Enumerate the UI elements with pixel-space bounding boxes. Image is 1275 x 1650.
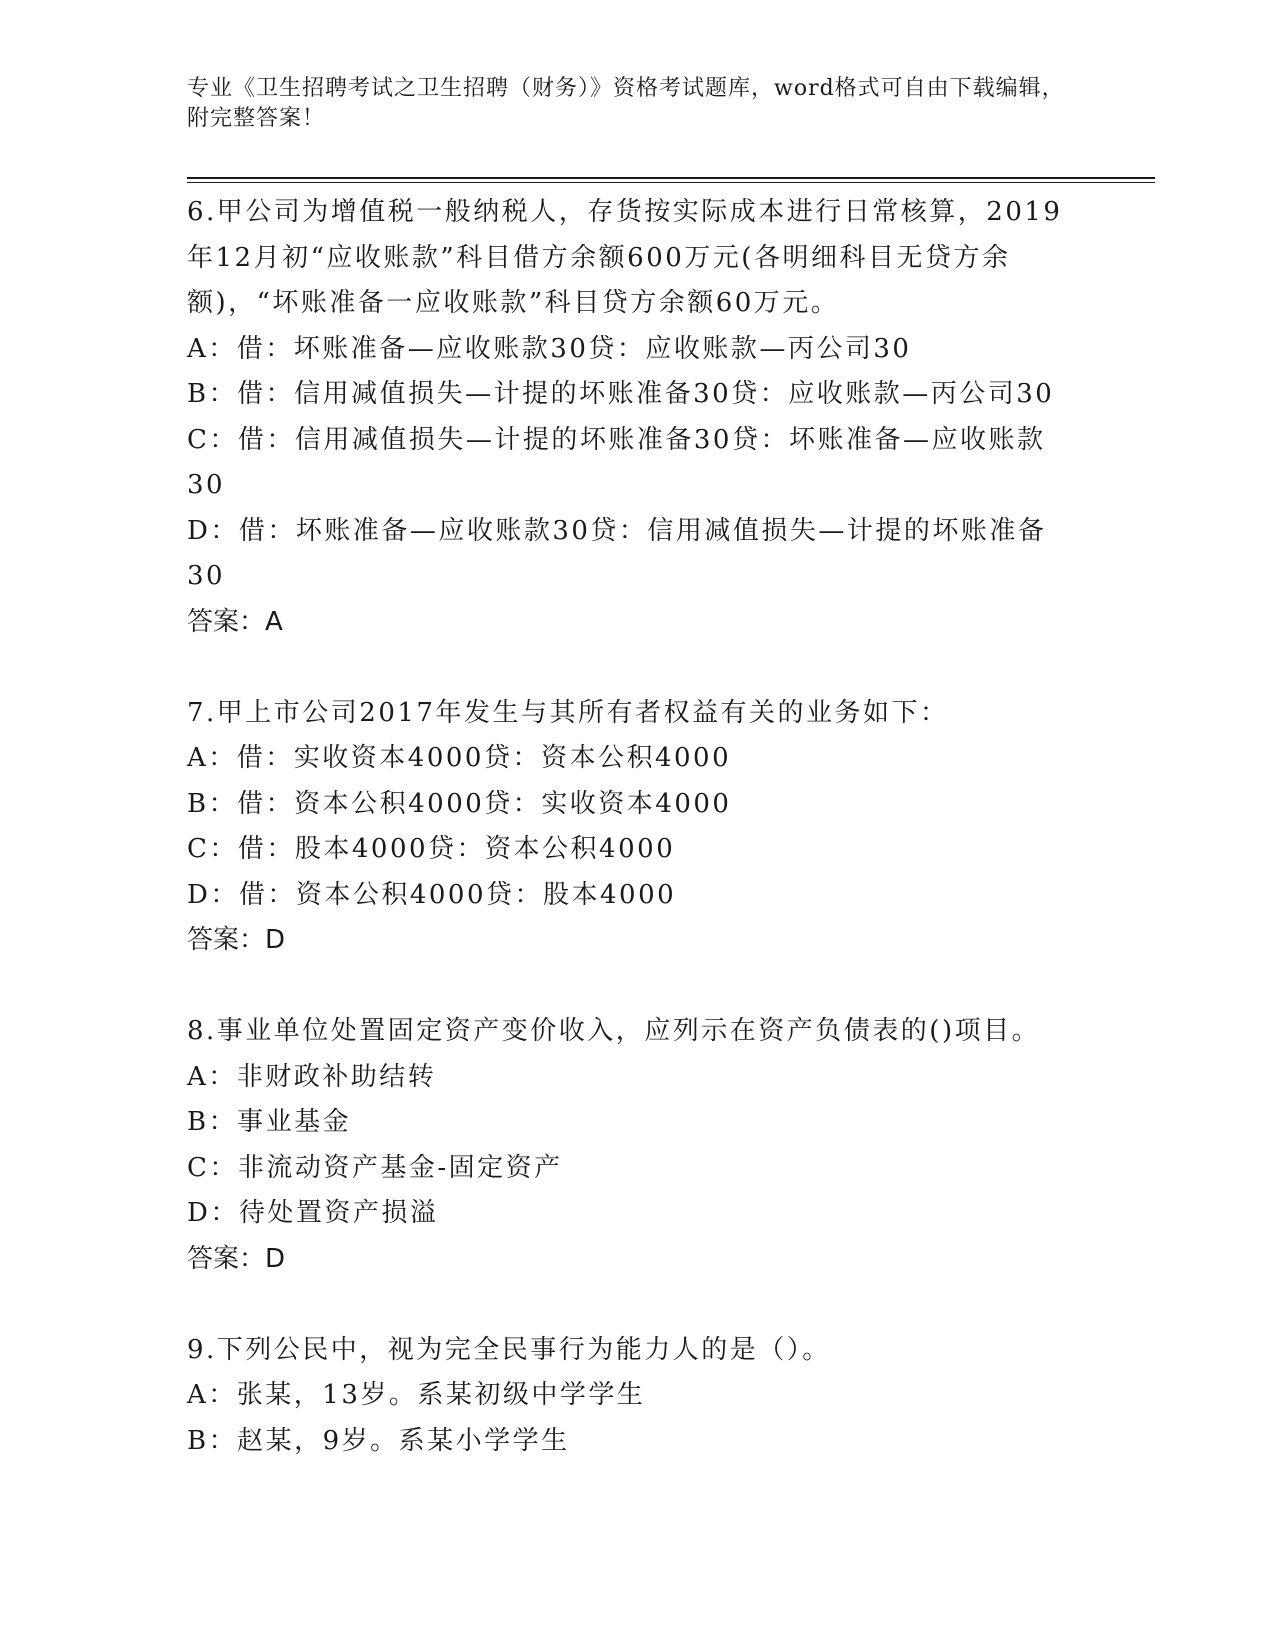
option-b: B：借：资本公积4000贷：实收资本4000 bbox=[187, 788, 732, 819]
option-d: D：借：坏账准备—应收账款30贷：信用减值损失—计提的坏账准备30 bbox=[187, 515, 1047, 591]
question-stem: 6.甲公司为增值税一般纳税人，存货按实际成本进行日常核算，2019年12月初“应收账款”科目借方余额600万元(各明细科目无贷方余额)，“坏账准备一应收账款”科目贷方余额60万元。 bbox=[187, 197, 1063, 318]
option-c: C：借：信用减值损失—计提的坏账准备30贷：坏账准备—应收账款30 bbox=[187, 424, 1046, 500]
spacer bbox=[187, 1282, 1067, 1328]
header-divider-thin bbox=[187, 182, 1155, 183]
question-stem: 7.甲上市公司2017年发生与其所有者权益有关的业务如下： bbox=[187, 697, 949, 728]
question-block bbox=[187, 691, 1067, 964]
question-block bbox=[187, 1009, 1067, 1282]
answer: 答案：A bbox=[187, 606, 283, 637]
option-c: C：借：股本4000贷：资本公积4000 bbox=[187, 834, 676, 864]
spacer bbox=[187, 964, 1067, 1010]
question-stem: 9.下列公民中，视为完全民事行为能力人的是（）。 bbox=[187, 1334, 831, 1365]
answer: 答案：D bbox=[187, 925, 286, 955]
question-list bbox=[187, 190, 1067, 1464]
header-divider-thick bbox=[187, 177, 1155, 179]
option-b: B：借：信用减值损失—计提的坏账准备30贷：应收账款—丙公司30 bbox=[187, 379, 1055, 409]
option-d: D：待处置资产损溢 bbox=[187, 1198, 439, 1228]
option-b: B：赵某，9岁。系某小学学生 bbox=[187, 1425, 570, 1456]
question-stem: 8.事业单位处置固定资产变价收入，应列示在资产负债表的()项目。 bbox=[187, 1016, 1041, 1046]
option-b: B：事业基金 bbox=[187, 1107, 352, 1137]
option-a: A：非财政补助结转 bbox=[187, 1061, 437, 1092]
question-block bbox=[187, 1328, 1067, 1465]
spacer bbox=[187, 645, 1067, 691]
option-a: A：张某，13岁。系某初级中学学生 bbox=[187, 1380, 646, 1410]
option-a: A：借：坏账准备—应收账款30贷：应收账款—丙公司30 bbox=[187, 333, 912, 364]
option-d: D：借：资本公积4000贷：股本4000 bbox=[187, 879, 677, 910]
answer: 答案：D bbox=[187, 1243, 286, 1274]
option-c: C：非流动资产基金-固定资产 bbox=[187, 1152, 563, 1183]
document-header: 专业《卫生招聘考试之卫生招聘（财务）》资格考试题库，word格式可自由下载编辑，附完整答案！ bbox=[187, 76, 1065, 131]
option-a: A：借：实收资本4000贷：资本公积4000 bbox=[187, 743, 732, 773]
question-block bbox=[187, 190, 1067, 645]
